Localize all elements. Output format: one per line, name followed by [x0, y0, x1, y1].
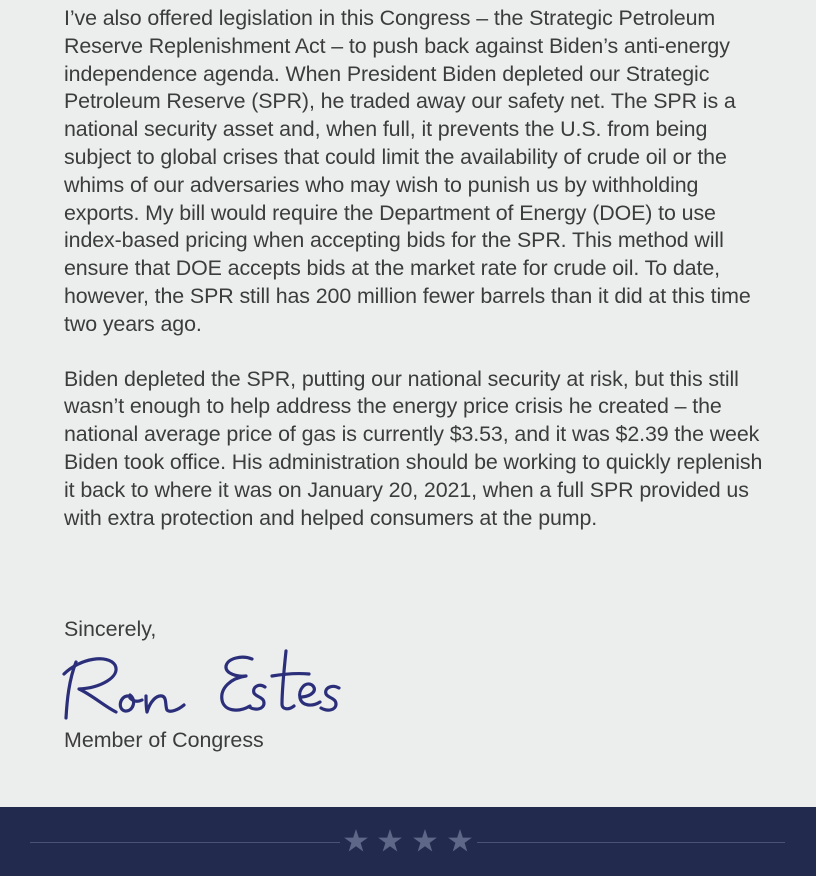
- star-icon: [413, 829, 437, 852]
- handwritten-signature: [60, 640, 355, 722]
- letter-body: [64, 5, 764, 559]
- closing-salutation: Sincerely,: [64, 617, 157, 641]
- footer-stars: [341, 825, 475, 859]
- star-icon: [448, 829, 472, 852]
- footer-divider-left: [30, 842, 340, 843]
- signer-title: Member of Congress: [64, 728, 264, 752]
- footer-banner: [0, 807, 816, 876]
- star-icon: [344, 829, 368, 852]
- star-icon: [378, 829, 402, 852]
- footer-divider-right: [477, 842, 785, 843]
- letter-paragraph-2: Biden depleted the SPR, putting our national security at risk, but this still wasn’t enough to help address the energy price crisis he created – the national average price of gas is currently $3.53, and it was $2.39 the week Biden took office. His administration should be working to quickly replenish it back to where it was on January 20, 2021, when a full SPR provided us with extra protection and helped consumers at the pump.: [64, 366, 763, 530]
- letter-paragraph-1: I’ve also offered legislation in this Congress – the Strategic Petroleum Reserve Replenishment Act – to push back against Biden’s anti-energy independence agenda. When President Biden depleted our Strategic Petroleum Reserve (SPR), he traded away our safety net. The SPR is a national security asset and, when full, it prevents the U.S. from being subject to global crises that could limit the availability of crude oil or the whims of our adversaries who may wish to punish us by withholding exports. My bill would require the Department of Energy (DOE) to use index-based pricing when accepting bids for the SPR. This method will ensure that DOE accepts bids at the market rate for crude oil. To date, however, the SPR still has 200 million fewer barrels than it did at this time two years ago.: [64, 6, 751, 336]
